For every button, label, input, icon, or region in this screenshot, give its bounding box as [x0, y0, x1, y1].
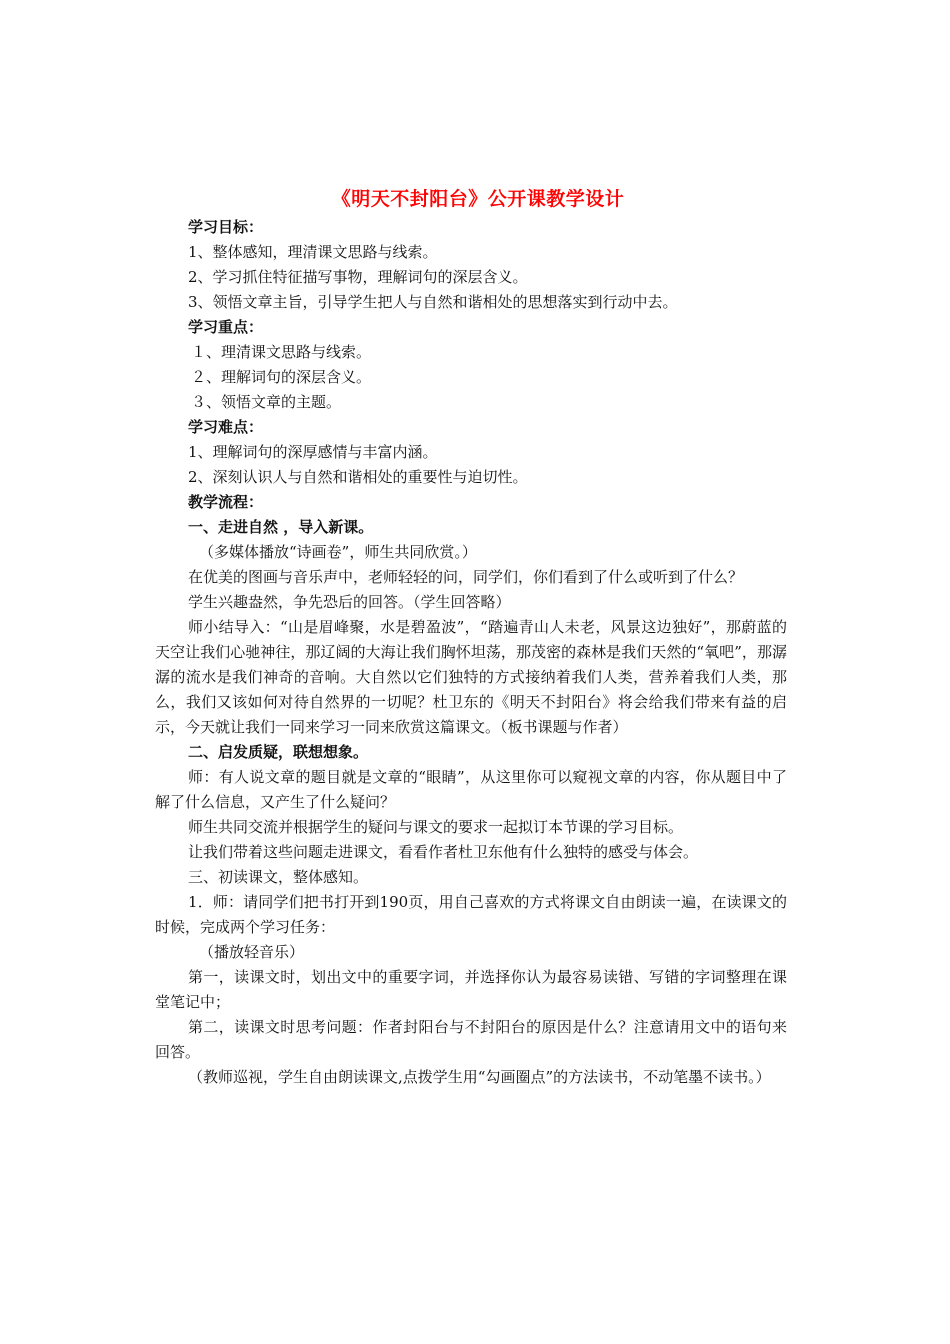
keypoints-heading: 学习重点： — [188, 318, 264, 336]
paragraph: 学生兴趣盎然，争先恐后的回答。（学生回答略） — [188, 593, 511, 611]
goal-item: 3、领悟文章主旨，引导学生把人与自然和谐相处的思想落实到行动中去。 — [188, 293, 678, 311]
goals-heading: 学习目标： — [188, 218, 264, 236]
process-heading: 教学流程： — [188, 493, 264, 511]
paragraph: 师：有人说文章的题目就是文章的“眼睛”，从这里你可以窥视文章的内容，你从题目中了解了什么信息，又产生了什么疑问？ — [155, 768, 787, 811]
paragraph: 师小结导入：“山是眉峰聚，水是碧盈波”，“踏遍青山人未老，风景这边独好”，那蔚蓝的天空让我们心驰神往，那辽阔的大海让我们胸怀坦荡，那茂密的森林是我们天然的“氧吧”，那潺潺的流水是我们神奇的音响。大自然以它们独特的方式接纳着我们人类，营养着我们人类，那么，我们又该如何对待自然界的一切呢？杜卫东的《明天不封阳台》将会给我们带来有益的启示，今天就让我们一同来学习一同来欣赏这篇课文。（板书课题与作者） — [155, 618, 787, 736]
section-heading: 二、启发质疑，联想想象。 — [188, 743, 369, 761]
difficulties-heading: 学习难点： — [188, 418, 264, 436]
paragraph: 第二，读课文时思考问题：作者封阳台与不封阳台的原因是什么？注意请用文中的语句来回答。 — [155, 1018, 787, 1061]
paragraph: 在优美的图画与音乐声中，老师轻轻的问，同学们，你们看到了什么或听到了什么？ — [188, 568, 744, 586]
section-heading: 一、走进自然 ，导入新课。 — [188, 518, 374, 536]
paragraph: （教师巡视，学生自由朗读课文,点拨学生用“勾画圈点”的方法读书，不动笔墨不读书。） — [188, 1068, 771, 1086]
difficulty-item: 1、理解词句的深厚感情与丰富内涵。 — [188, 443, 438, 461]
document-body — [155, 183, 787, 1090]
goal-item: 1、整体感知，理清课文思路与线索。 — [188, 243, 438, 261]
section-heading: 三、初读课文，整体感知。 — [188, 868, 369, 886]
keypoint-item: ２、理解词句的深层含义。 — [191, 368, 372, 386]
paragraph: （多媒体播放“诗画卷”，师生共同欣赏。） — [199, 543, 477, 561]
keypoint-item: １、理清课文思路与线索。 — [191, 343, 372, 361]
difficulty-item: 2、深刻认识人与自然和谐相处的重要性与迫切性。 — [188, 468, 528, 486]
paragraph: 师生共同交流并根据学生的疑问与课文的要求一起拟订本节课的学习目标。 — [188, 818, 684, 836]
paragraph: （播放轻音乐） — [199, 943, 305, 961]
document-title: 《明天不封阳台》公开课教学设计 — [331, 188, 625, 210]
keypoint-item: ３、领悟文章的主题。 — [191, 393, 342, 411]
goal-item: 2、学习抓住特征描写事物，理解词句的深层含义。 — [188, 268, 528, 286]
paragraph: 让我们带着这些问题走进课文，看看作者杜卫东他有什么独特的感受与体会。 — [188, 843, 699, 861]
paragraph: 1．师：请同学们把书打开到190页，用自己喜欢的方式将课文自由朗读一遍，在读课文的时候，完成两个学习任务： — [155, 893, 787, 936]
paragraph: 第一，读课文时，划出文中的重要字词，并选择你认为最容易读错、写错的字词整理在课堂笔记中； — [155, 968, 787, 1011]
